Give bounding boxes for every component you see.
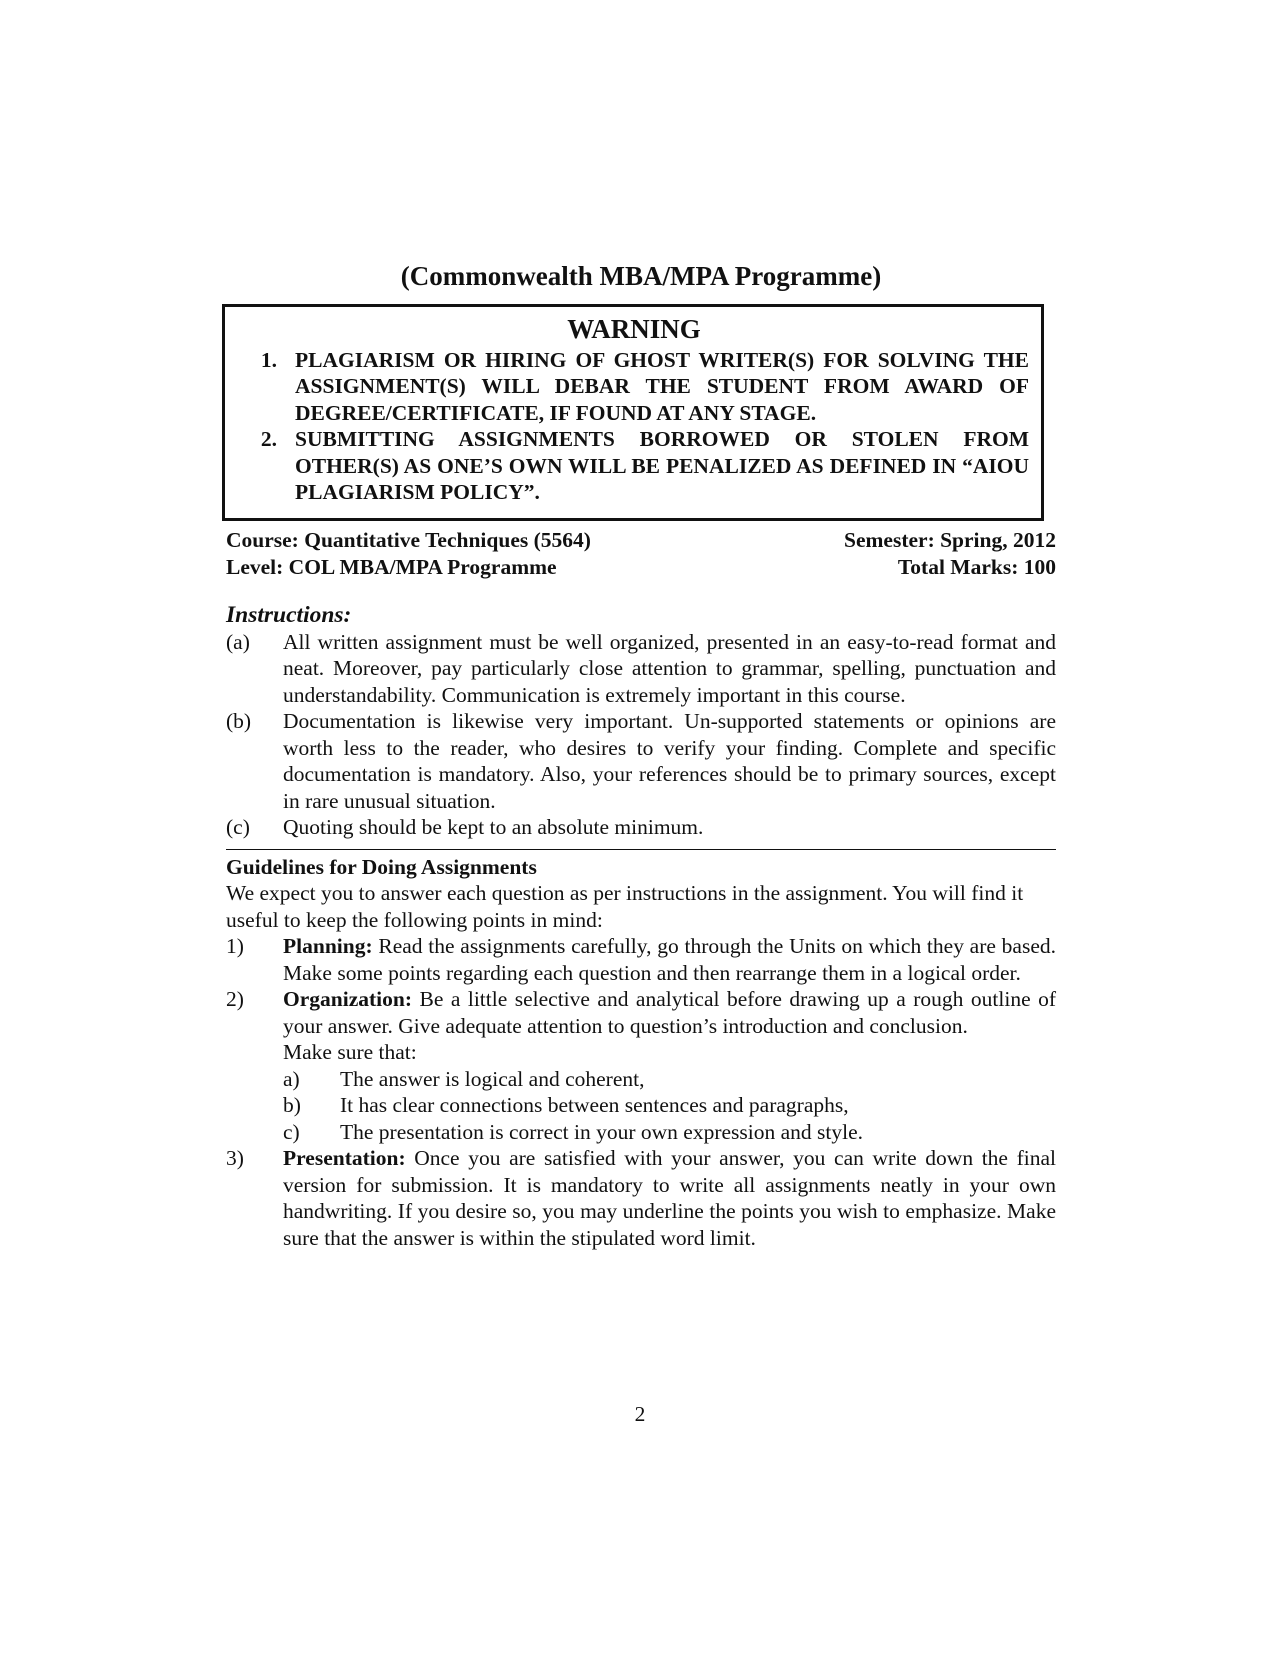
guidelines-intro: We expect you to answer each question as per instructions in the assignment. You will find it useful to keep the following points in mind: bbox=[226, 881, 1024, 932]
guideline-item bbox=[226, 1145, 1056, 1251]
make-sure-label: b) bbox=[283, 1093, 301, 1118]
make-sure-label: a) bbox=[283, 1066, 300, 1091]
semester: Semester: Spring, 2012 bbox=[844, 527, 1056, 552]
instructions-heading: Instructions: bbox=[226, 601, 352, 628]
guideline-body bbox=[283, 986, 1056, 1145]
section-divider bbox=[226, 849, 1056, 850]
guideline-paragraph bbox=[283, 986, 1056, 1039]
guideline-term: Organization: bbox=[283, 987, 412, 1012]
guideline-term: Presentation: bbox=[283, 1146, 406, 1171]
course-info-row bbox=[226, 527, 1056, 554]
guideline-label: 1) bbox=[226, 934, 244, 959]
make-sure-item bbox=[283, 1066, 1056, 1093]
warning-title: WARNING bbox=[567, 314, 701, 345]
make-sure-text: The answer is logical and coherent, bbox=[340, 1066, 645, 1091]
guideline-label: 3) bbox=[226, 1146, 244, 1171]
make-sure-text: The presentation is correct in your own expression and style. bbox=[340, 1119, 864, 1144]
course-name: Course: Quantitative Techniques (5564) bbox=[226, 527, 591, 552]
course-info bbox=[226, 527, 1056, 581]
make-sure-label: c) bbox=[283, 1119, 300, 1144]
warning-item-number: 2. bbox=[260, 427, 277, 452]
guideline-item bbox=[226, 986, 1056, 1145]
warning-box bbox=[222, 304, 1044, 520]
total-marks: Total Marks: 100 bbox=[897, 554, 1056, 579]
guideline-item bbox=[226, 933, 1056, 986]
course-info-row bbox=[226, 554, 1056, 581]
warning-item-text: SUBMITTING ASSIGNMENTS BORROWED OR STOLEN FROM OTHER(S) AS ONE’S OWN WILL BE PENALIZED AS DEFINED IN “AIOU PLAGIARISM POLICY”. bbox=[295, 427, 1029, 505]
guideline-text: Read the assignments carefully, go through the Units on which they are based. Make some points regarding each question and then rearrange them in a logical order. bbox=[283, 934, 1056, 985]
instruction-label: (b) bbox=[226, 709, 252, 734]
make-sure-item bbox=[283, 1092, 1056, 1119]
programme-title: (Commonwealth MBA/MPA Programme) bbox=[400, 261, 882, 291]
make-sure-intro: Make sure that: bbox=[283, 1040, 417, 1065]
guideline-text: Be a little selective and analytical before drawing up a rough outline of your answer. Give adequate attention to question’s introduction and conclusion. bbox=[283, 987, 1056, 1038]
document-page bbox=[226, 260, 1056, 1251]
warning-item-text: PLAGIARISM OR HIRING OF GHOST WRITER(S) FOR SOLVING THE ASSIGNMENT(S) WILL DEBAR THE STUDENT FROM AWARD OF DEGREE/CERTIFICATE, IF FOUND AT ANY STAGE. bbox=[295, 347, 1029, 425]
warning-item bbox=[239, 347, 1029, 427]
guidelines-heading: Guidelines for Doing Assignments bbox=[226, 854, 537, 879]
instruction-label: (a) bbox=[226, 629, 250, 654]
instruction-item bbox=[226, 814, 1056, 841]
make-sure-text: It has clear connections between sentences and paragraphs, bbox=[340, 1093, 849, 1118]
instruction-text: All written assignment must be well organized, presented in an easy-to-read format and neat. Moreover, pay particularly close attention to grammar, spelling, punctuation and understandability. Communication is extremely important in this course. bbox=[283, 629, 1056, 707]
guideline-label: 2) bbox=[226, 987, 244, 1012]
instruction-item bbox=[226, 629, 1056, 709]
warning-item-number: 1. bbox=[260, 347, 277, 372]
instruction-label: (c) bbox=[226, 815, 250, 840]
guideline-text: Once you are satisfied with your answer, you can write down the final version for submission. It is mandatory to write all assignments neatly in your own handwriting. If you desire so, you may underline the points you wish to emphasize. Make sure that the answer is within the stipulated word limit. bbox=[283, 1146, 1056, 1250]
instruction-text: Documentation is likewise very important. Un-supported statements or opinions are worth less to the reader, who desires to verify your finding. Complete and specific documentation is mandatory. Also, your references should be to primary sources, except in rare unusual situation. bbox=[283, 709, 1056, 813]
guideline-body bbox=[283, 933, 1056, 986]
make-sure-item bbox=[283, 1119, 1056, 1146]
page-number: 2 bbox=[634, 1402, 646, 1426]
instruction-item bbox=[226, 708, 1056, 814]
warning-item bbox=[239, 426, 1029, 506]
guideline-term: Planning: bbox=[283, 934, 373, 959]
guideline-body bbox=[283, 1145, 1056, 1251]
course-level: Level: COL MBA/MPA Programme bbox=[226, 554, 557, 579]
instruction-text: Quoting should be kept to an absolute minimum. bbox=[283, 815, 704, 840]
